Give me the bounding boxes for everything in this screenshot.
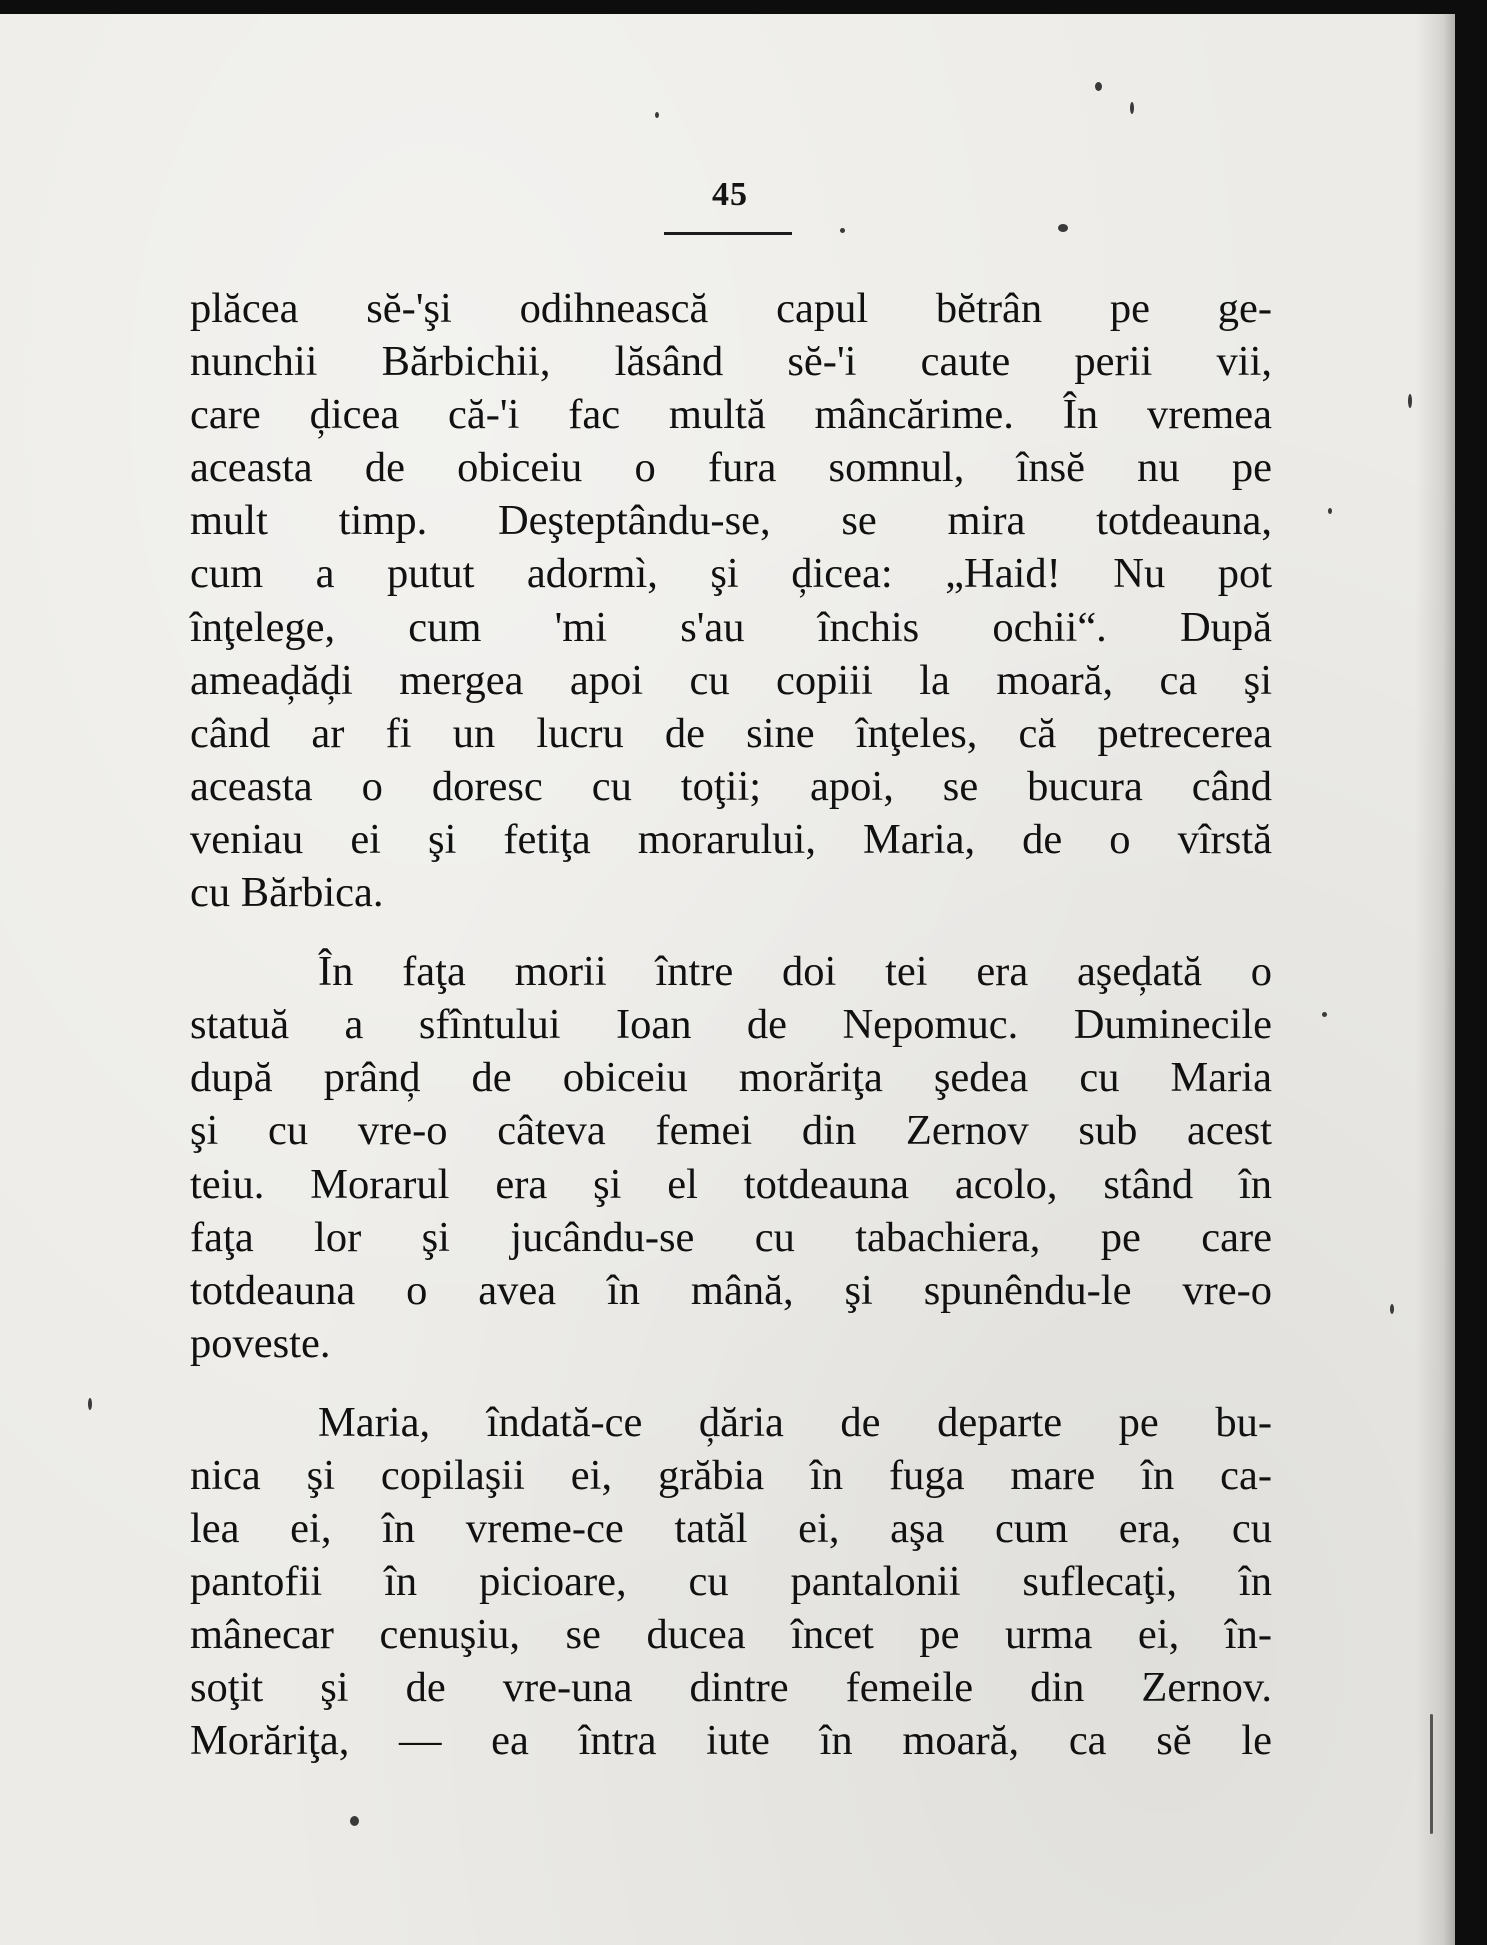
- text-line: faţa lor şi jucându-se cu tabachiera, pe care: [190, 1213, 1272, 1261]
- text-line: veniau ei şi fetiţa morarului, Maria, de o vîrstă: [190, 815, 1272, 863]
- ink-speck: [1095, 82, 1102, 91]
- text-line: plăcea sĕ-'şi odihnească capul bĕtrân pe ge-: [190, 285, 1272, 332]
- text-line: care ḑicea că-'i fac multă mâncărime. În vremea: [190, 391, 1272, 439]
- paragraph-1: [190, 282, 1272, 919]
- text-line: mult timp. Deşteptându-se, se mira totdeauna,: [190, 497, 1272, 545]
- text-line: şi cu vre-o câteva femei din Zernov sub acest: [190, 1107, 1272, 1155]
- text-line: poveste.: [190, 1319, 331, 1367]
- text-line: soţit şi de vre-una dintre femeile din Zernov.: [190, 1664, 1272, 1712]
- text-line: înţelege, cum 'mi s'au închis ochii“. După: [190, 603, 1272, 651]
- ink-speck: [1058, 224, 1068, 232]
- text-line: lea ei, în vreme-ce tatăl ei, aşa cum era, cu: [190, 1505, 1272, 1553]
- text-line: ameaḑăḑi mergea apoi cu copiii la moară, ca şi: [190, 656, 1272, 704]
- text-line: cu Bărbica.: [190, 869, 384, 917]
- text-line: aceasta o doresc cu toţii; apoi, se bucura când: [190, 762, 1272, 810]
- ink-speck: [840, 228, 845, 233]
- ink-speck: [350, 1816, 359, 1826]
- ink-speck: [88, 1398, 92, 1410]
- text-line: În faţa morii între doi tei era aşeḑată o: [318, 948, 1272, 996]
- text-line: aceasta de obiceiu o fura somnul, însĕ nu pe: [190, 444, 1272, 492]
- ink-speck: [1430, 1714, 1433, 1834]
- ink-speck: [1130, 102, 1134, 114]
- page-number-rule: [664, 232, 792, 235]
- text-line: teiu. Morarul era şi el totdeauna acolo, stând în: [190, 1160, 1272, 1208]
- text-line: nica şi copilaşii ei, grăbia în fuga mare în ca-: [190, 1451, 1272, 1499]
- body-text: [190, 282, 1272, 1768]
- page-number: 45: [712, 176, 748, 213]
- text-line: după prânḑ de obiceiu morăriţa şedea cu Maria: [190, 1054, 1272, 1102]
- text-line: când ar fi un lucru de sine înţeles, că petrecerea: [190, 709, 1272, 757]
- text-line: Maria, îndată-ce ḑăria de departe pe bu-: [318, 1398, 1272, 1446]
- paragraph-2: [190, 945, 1272, 1370]
- ink-speck: [1408, 394, 1412, 408]
- ink-speck: [1390, 1304, 1394, 1314]
- paragraph-3: [190, 1396, 1272, 1768]
- text-line: statuă a sfîntului Ioan de Nepomuc. Duminecile: [190, 1001, 1272, 1049]
- text-line: cum a putut adormì, şi ḑicea: „Haid! Nu pot: [190, 550, 1272, 598]
- text-line: Morăriţa, — ea întra iute în moară, ca sĕ le: [190, 1717, 1272, 1765]
- page-edge-shadow: [1415, 14, 1455, 1945]
- ink-speck: [655, 112, 659, 118]
- paper-sheet: [0, 14, 1455, 1945]
- text-line: totdeauna o avea în mână, şi spunêndu-le vre-o: [190, 1266, 1272, 1314]
- ink-speck: [1328, 508, 1332, 514]
- text-line: pantofii în picioare, cu pantalonii suflecaţi, în: [190, 1558, 1272, 1606]
- text-line: nunchii Bărbichii, lăsând sĕ-'i caute perii vii,: [190, 338, 1272, 386]
- ink-speck: [1322, 1012, 1327, 1017]
- text-line: mânecar cenuşiu, se ducea încet pe urma ei, în-: [190, 1611, 1272, 1659]
